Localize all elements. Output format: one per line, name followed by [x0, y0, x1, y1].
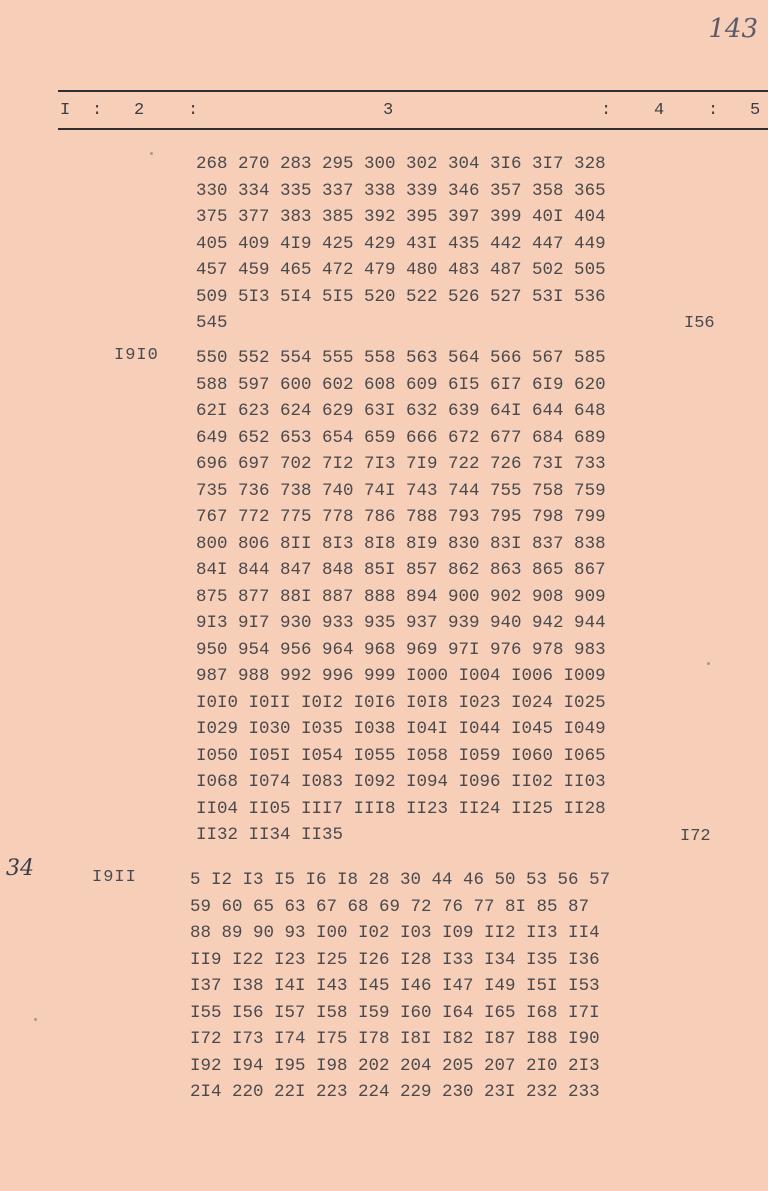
paper-speck: [707, 662, 710, 665]
number-line: 649 652 653 654 659 666 672 677 684 689: [196, 427, 606, 448]
year-label: I9II: [92, 868, 137, 887]
header-col-2: 2: [134, 101, 145, 120]
number-line: II32 II34 II35: [196, 825, 344, 845]
number-line: 875 877 88I 887 888 894 900 902 908 909: [196, 586, 606, 607]
number-line: 550 552 554 555 558 563 564 566 567 585: [196, 348, 606, 368]
number-line: 84I 844 847 848 85I 857 862 863 865 867: [196, 560, 606, 580]
number-line: 59 60 65 63 67 68 69 72 76 77 8I 85 87: [190, 896, 590, 917]
number-line: 588 597 600 602 608 609 6I5 6I7 6I9 620: [196, 374, 606, 395]
header-bottom-rule: [58, 128, 768, 130]
header-col-1: I: [60, 101, 71, 120]
number-line: 268 270 283 295 300 302 304 3I6 3I7 328: [196, 154, 606, 174]
number-line: I72 I73 I74 I75 I78 I8I I82 I87 I88 I90: [190, 1029, 600, 1049]
number-line: 457 459 465 472 479 480 483 487 502 505: [196, 260, 606, 280]
header-top-rule: [58, 90, 768, 92]
number-line: I068 I074 I083 I092 I094 I096 II02 II03: [196, 772, 606, 792]
number-line: II04 II05 III7 III8 II23 II24 II25 II28: [196, 798, 606, 819]
header-col-4: 4: [654, 101, 665, 120]
number-line: 950 954 956 964 968 969 97I 976 978 983: [196, 639, 606, 660]
paper-speck: [34, 1018, 37, 1021]
header-col-3: 3: [383, 101, 394, 120]
header-separator: :: [92, 101, 103, 120]
column-4-total: I56: [684, 314, 715, 333]
number-line: 987 988 992 996 999 I000 I004 I006 I009: [196, 666, 606, 686]
number-line: I0I0 I0II I0I2 I0I6 I0I8 I023 I024 I025: [196, 692, 606, 713]
number-line: 5 I2 I3 I5 I6 I8 28 30 44 46 50 53 56 57: [190, 870, 611, 890]
number-line: 9I3 9I7 930 933 935 937 939 940 942 944: [196, 613, 606, 633]
number-line: I029 I030 I035 I038 I04I I044 I045 I049: [196, 719, 606, 739]
number-line: 545: [196, 313, 228, 333]
handwritten-page-number: 143: [708, 14, 758, 44]
paper-speck: [150, 152, 153, 155]
header-separator: :: [601, 101, 612, 120]
header-separator: :: [708, 101, 719, 120]
number-line: 509 5I3 5I4 5I5 520 522 526 527 53I 536: [196, 286, 606, 307]
number-line: 330 334 335 337 338 339 346 357 358 365: [196, 180, 606, 201]
number-line: 405 409 4I9 425 429 43I 435 442 447 449: [196, 233, 606, 254]
number-line: II9 I22 I23 I25 I26 I28 I33 I34 I35 I36: [190, 949, 600, 970]
number-line: I37 I38 I4I I43 I45 I46 I47 I49 I5I I53: [190, 976, 600, 996]
number-line: 800 806 8II 8I3 8I8 8I9 830 83I 837 838: [196, 533, 606, 554]
header-separator: :: [188, 101, 199, 120]
number-line: 2I4 220 22I 223 224 229 230 23I 232 233: [190, 1082, 600, 1102]
number-line: I55 I56 I57 I58 I59 I60 I64 I65 I68 I7I: [190, 1002, 600, 1023]
number-block: [196, 151, 606, 337]
year-label: I9I0: [114, 346, 159, 365]
number-line: 62I 623 624 629 63I 632 639 64I 644 648: [196, 401, 606, 421]
column-4-total: I72: [680, 827, 711, 846]
number-line: 375 377 383 385 392 395 397 399 40I 404: [196, 207, 606, 227]
number-line: 88 89 90 93 I00 I02 I03 I09 II2 II3 II4: [190, 923, 600, 943]
number-line: 696 697 702 7I2 7I3 7I9 722 726 73I 733: [196, 454, 606, 474]
number-line: I92 I94 I95 I98 202 204 205 207 2I0 2I3: [190, 1055, 600, 1076]
handwritten-margin-mark: 34: [6, 856, 34, 881]
header-col-5: 5: [750, 101, 761, 120]
number-line: I050 I05I I054 I055 I058 I059 I060 I065: [196, 745, 606, 766]
number-line: 735 736 738 740 74I 743 744 755 758 759: [196, 480, 606, 501]
number-block: [196, 345, 606, 849]
number-block: [190, 867, 610, 1106]
number-line: 767 772 775 778 786 788 793 795 798 799: [196, 507, 606, 527]
